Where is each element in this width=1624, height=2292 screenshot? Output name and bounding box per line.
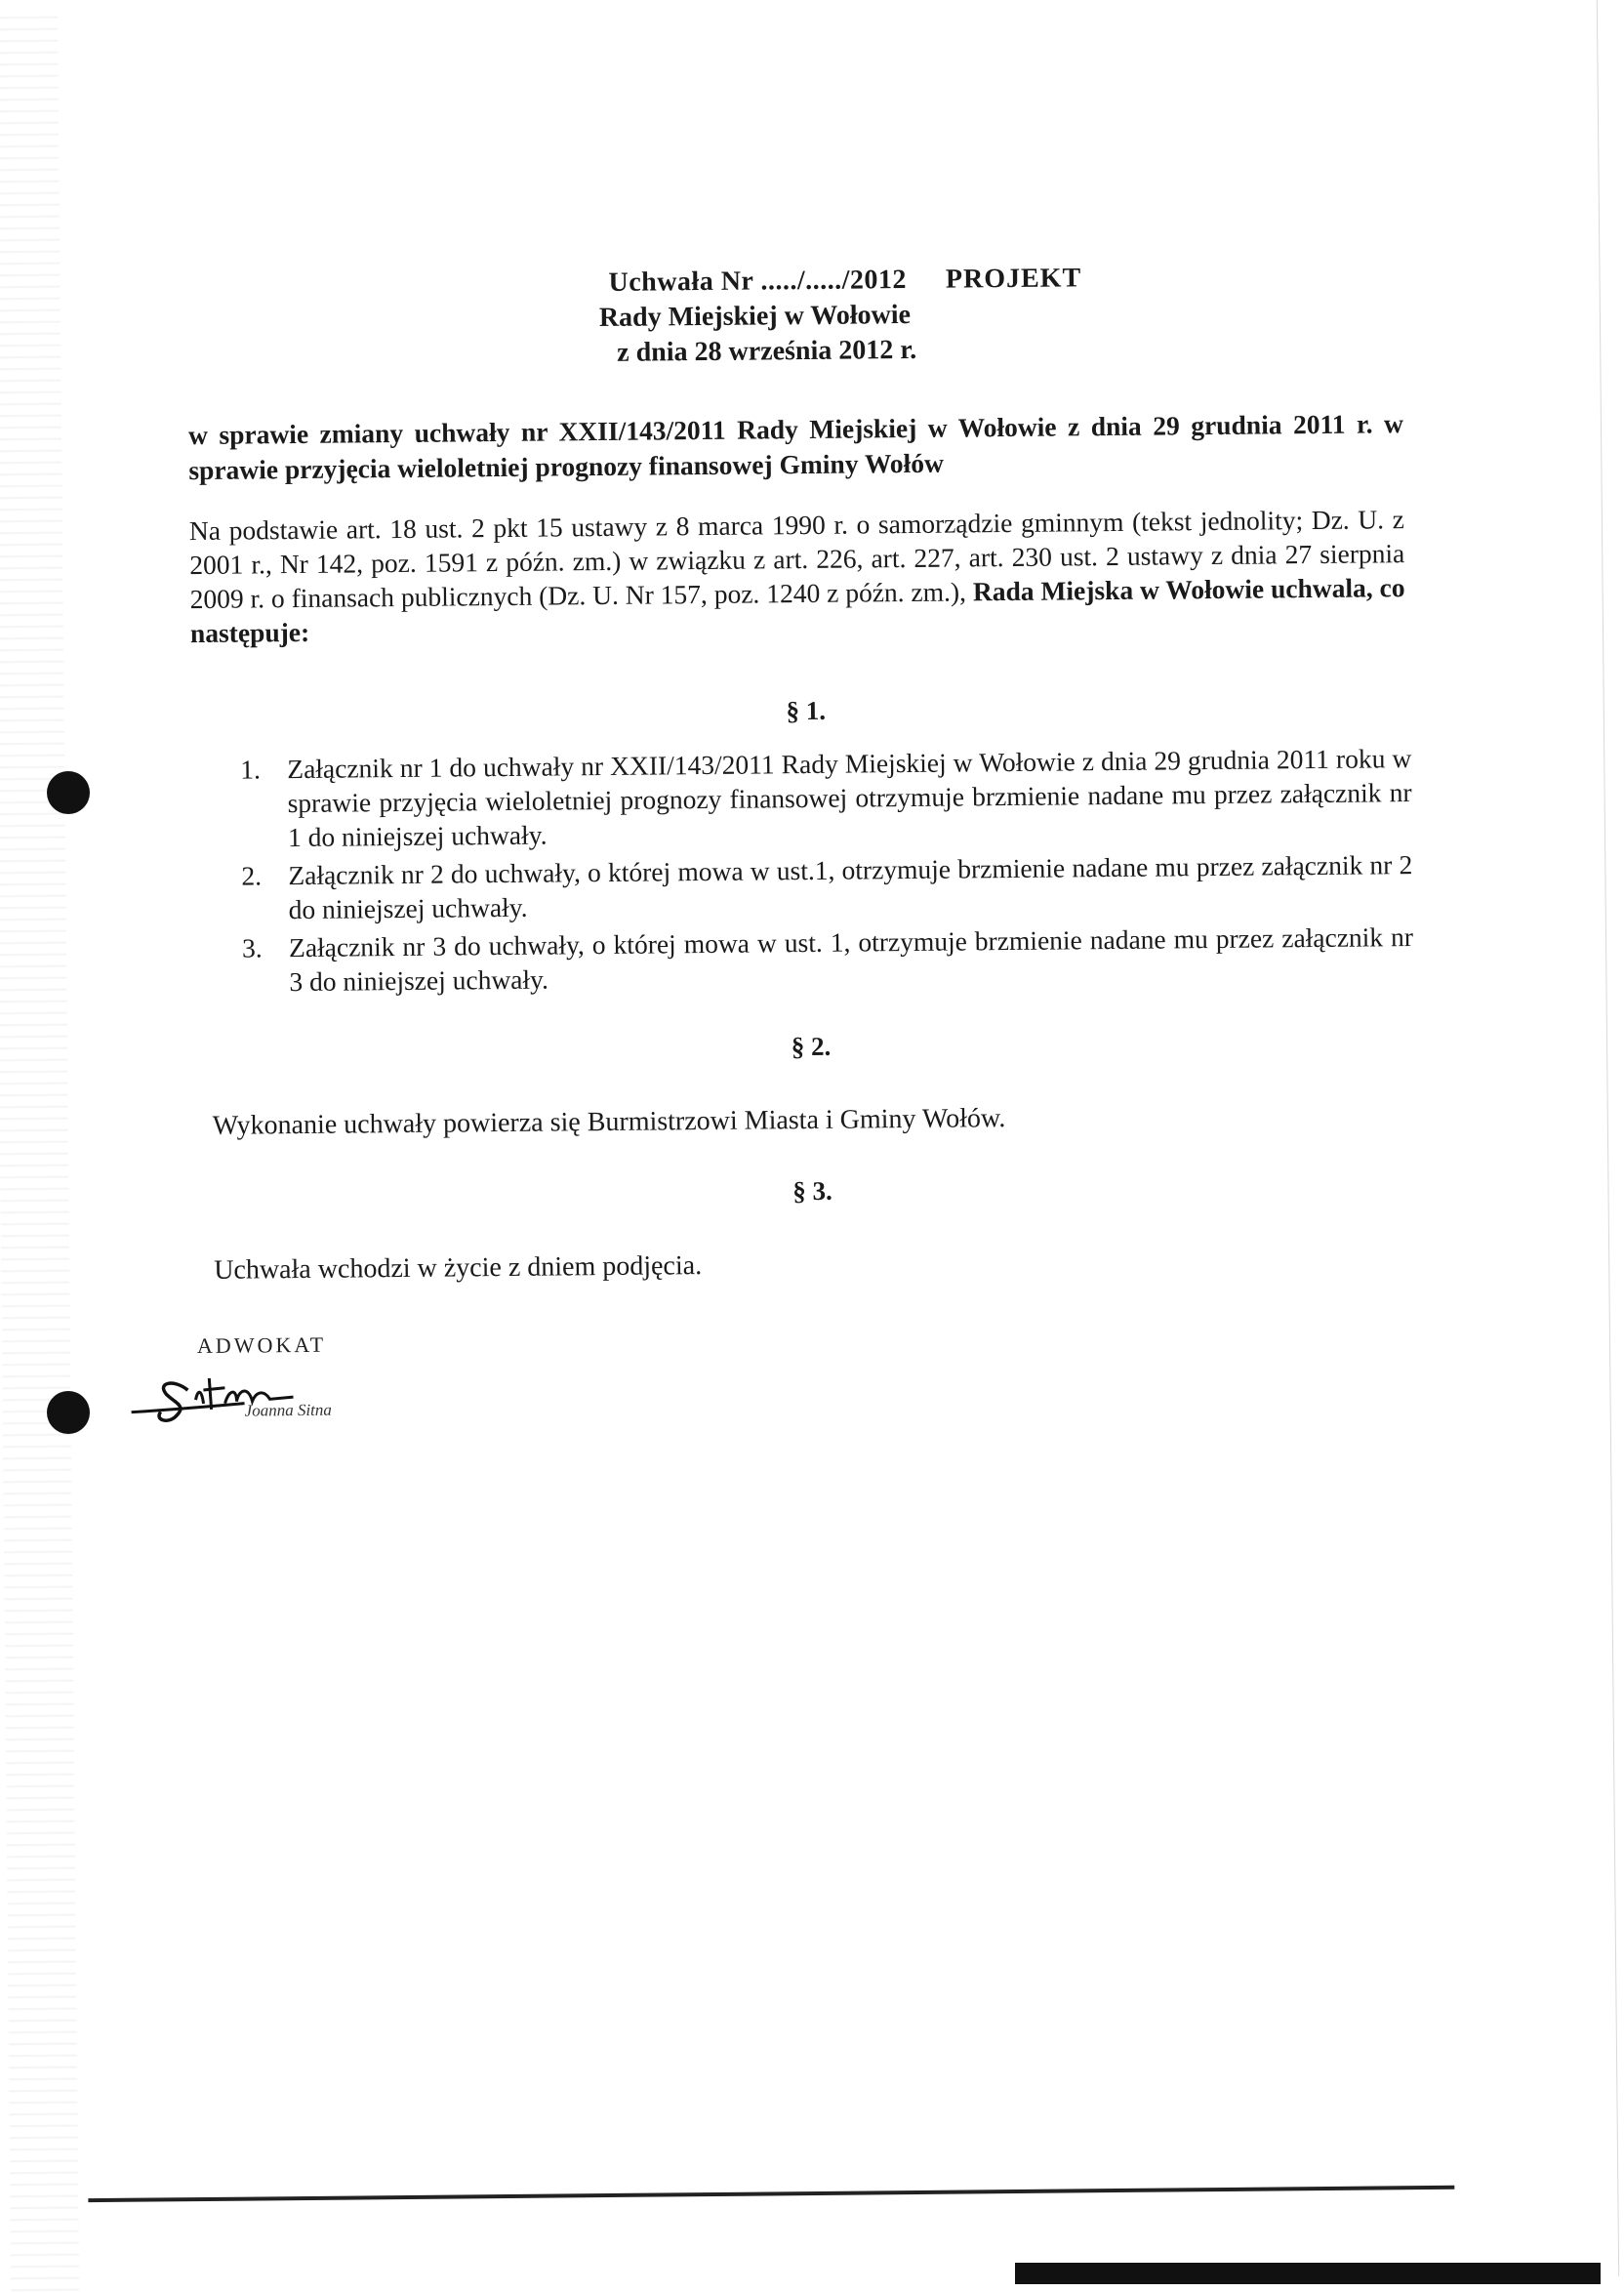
header-title-line (577, 260, 1162, 301)
advocate-stamp: ADWOKAT (196, 1331, 327, 1359)
scan-edge-right (1597, 0, 1624, 2276)
page-bottom-rule (88, 2186, 1454, 2202)
list-item (241, 847, 1413, 927)
point-text: Załącznik nr 3 do uchwały, o której mowa w ust. 1, otrzymuje brzmienie nadane mu przez załącznik nr 3 do niniejszej uchwały. (288, 921, 1414, 998)
scan-shadow-bottom (1015, 2263, 1601, 2284)
section-3-title: § 3. (792, 1175, 832, 1207)
list-item (240, 741, 1412, 855)
resolves-clause: Rada Miejska w Wołowie uchwala, co następuje: (189, 572, 1405, 649)
resolution-subject: w sprawie zmiany uchwały nr XXII/143/2011 Rady Miejskiej w Wołowie z dnia 29 grudnia 2011 r. w sprawie przyjęcia wieloletniej prognozy finansowej Gminy Wołów (187, 408, 1404, 486)
scan-edge-left (0, 7, 79, 2292)
council-name: Rady Miejskiej w Wołowie (598, 299, 912, 334)
list-item (242, 920, 1414, 1000)
resolution-number: Uchwała Nr ...../...../2012 (608, 265, 908, 298)
resolution-date: z dnia 28 września 2012 r. (617, 334, 917, 368)
section-2-title: § 2. (791, 1031, 832, 1062)
advocate-name: Joanna Sitna (244, 1400, 332, 1420)
section-1-title: § 1. (786, 695, 827, 726)
legal-basis-paragraph (189, 502, 1405, 650)
point-number: 2. (241, 860, 263, 891)
section-2-text: Wykonanie uchwały powierza się Burmistrzowi Miasta i Gminy Wołów. (212, 1103, 1006, 1141)
resolution-header (577, 260, 1163, 371)
point-number: 3. (241, 932, 263, 963)
section-1-points (240, 741, 1413, 1003)
punch-hole-lower (47, 1391, 90, 1434)
point-number: 1. (240, 754, 262, 785)
point-text: Załącznik nr 1 do uchwały nr XXII/143/2011 Rady Miejskiej w Wołowie z dnia 29 grudnia 2011 roku w sprawie przyjęcia wieloletniej prognozy finansowej otrzymuje brzmienie nadane mu przez załącznik nr 1 do niniejszej uchwały. (287, 743, 1412, 853)
section-3-text: Uchwała wchodzi w życie z dniem podjęcia. (214, 1250, 703, 1286)
legal-basis-text: Na podstawie art. 18 ust. 2 pkt 15 ustawy z 8 marca 1990 r. o samorządzie gminnym (tekst jednolity; Dz. U. z 2001 r., Nr 142, poz. 1591 z późn. zm.) w związku z art. 226, art. 227, art. 230 ust. 2 ustawy z dnia 27 sierpnia 2009 r. o finansach publicznych (Dz. U. Nr 157, poz. 1240 z późn. zm.), (188, 504, 1405, 615)
punch-hole-upper (47, 771, 90, 814)
point-text: Załącznik nr 2 do uchwały, o której mowa w ust.1, otrzymuje brzmienie nadane mu przez załącznik nr 2 do niniejszej uchwały. (288, 849, 1413, 925)
draft-label: PROJEKT (945, 263, 1082, 295)
